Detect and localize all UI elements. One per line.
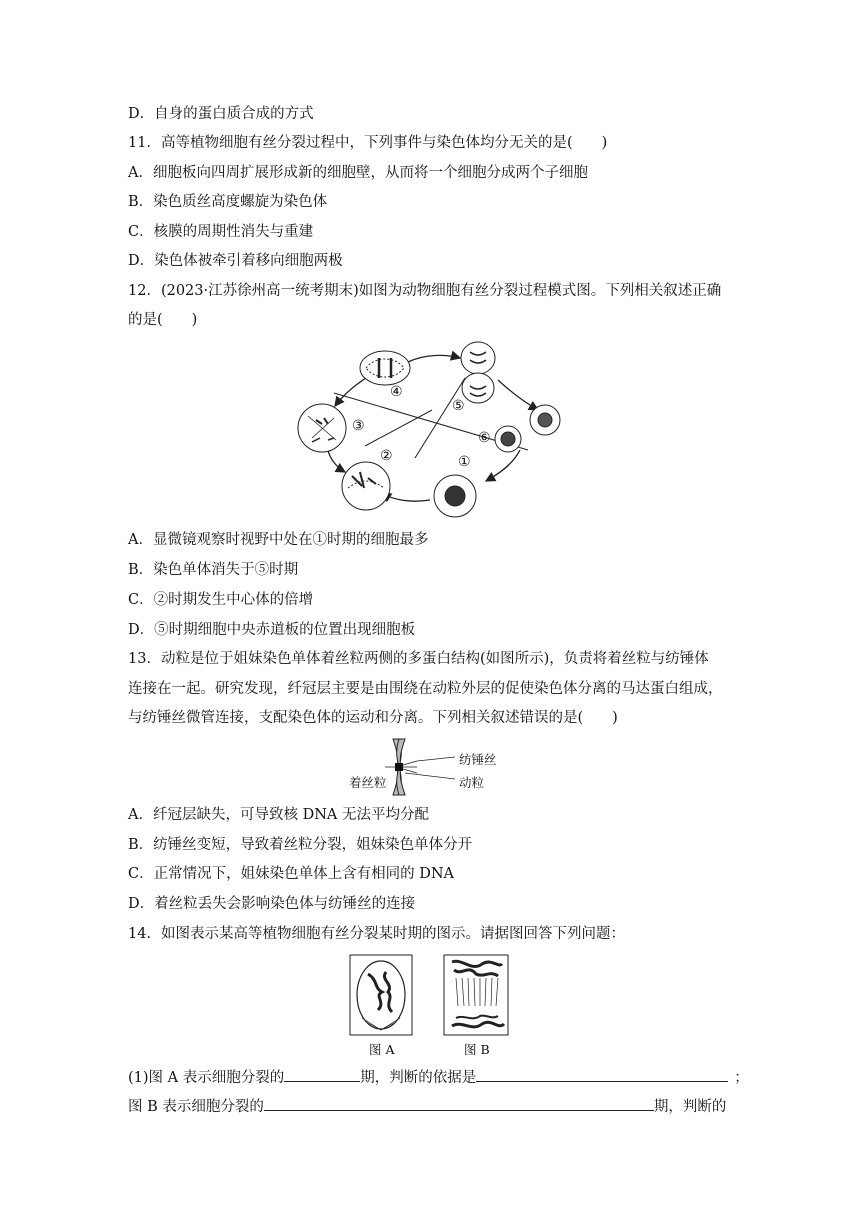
q14-part1-text-b: 期，判断的依据是 [360,1070,477,1086]
mitosis-cycle-figure [290,338,590,520]
q13-option-d: D．着丝粒丢失会影响染色体与纺锤丝的连接 [128,896,416,912]
stage-label-4: ④ [390,384,403,400]
q14-part1-text-a: (1)图 A 表示细胞分裂的 [128,1070,285,1086]
stage-label-3: ③ [352,418,365,434]
q14-part2-text-b: 期，判断的 [653,1099,727,1115]
stage-label-6: ⑥ [478,430,491,446]
blank-basis-a[interactable] [476,1066,728,1082]
q11-stem: 11．高等植物细胞有丝分裂过程中，下列事件与染色体均分无关的是( ) [128,135,608,151]
cell-stage-6 [495,426,521,452]
q13-stem-line2: 连接在一起。研究发现，纤冠层主要是由围绕在动粒外层的促使染色体分离的马达蛋白组成， [128,681,723,697]
q12-option-b: B．染色单体消失于⑤时期 [128,562,299,578]
cell-stage-1 [434,475,476,517]
q14-part2-line [128,1095,726,1117]
q10-option-d: D．自身的蛋白质合成的方式 [128,106,314,122]
q13-stem-line1: 13．动粒是位于姐妹染色单体着丝粒两侧的多蛋白结构(如图所示)，负责将着丝粒与纺锤体 [128,651,709,667]
cell-stage-2 [342,462,390,510]
q12-stem-line1: 12．(2023·江苏徐州高一统考期末)如图为动物细胞有丝分裂过程模式图。下列相关叙述正确 [128,283,722,299]
label-spindle: 纺锤丝 [459,752,497,767]
q13-option-c: C．正常情况下，姐妹染色单体上含有相同的 DNA [128,866,454,882]
q11-option-c: C．核膜的周期性消失与重建 [128,224,314,240]
cell-daughter [530,405,560,435]
plant-cell-b [444,955,508,1035]
stage-label-5: ⑤ [452,398,465,414]
kinetochore-figure [349,737,515,797]
q14-part1-text-c: ； [734,1070,749,1086]
plant-cell-a [350,955,412,1035]
q11-option-b: B．染色质丝高度螺旋为染色体 [128,194,328,210]
q14-part1-line [128,1066,749,1088]
label-kinetochore: 动粒 [459,775,485,790]
q12-option-d: D．⑤时期细胞中央赤道板的位置出现细胞板 [128,622,416,638]
cell-stage-4 [360,351,410,385]
label-figure-a: 图 A [369,1042,395,1057]
plant-cell-figure [348,954,518,1058]
q12-option-c: C．②时期发生中心体的倍增 [128,592,314,608]
q11-option-a: A．细胞板向四周扩展形成新的细胞壁，从而将一个细胞分成两个子细胞 [128,165,588,181]
cell-stage-3 [298,404,346,452]
q12-stem-line2: 的是( ) [128,312,198,328]
q11-option-d: D．染色体被牵引着移向细胞两极 [128,253,343,269]
q14-stem: 14．如图表示某高等植物细胞有丝分裂某时期的图示。请据图回答下列问题： [128,926,625,942]
stage-label-2: ② [380,448,393,464]
label-centromere: 着丝粒 [349,775,387,790]
cell-cycle-cells [298,342,560,517]
label-figure-b: 图 B [464,1042,490,1057]
q13-option-b: B．纺锤丝变短，导致着丝粒分裂，姐妹染色单体分开 [128,837,473,853]
blank-phase-b[interactable] [264,1095,654,1111]
blank-phase-a[interactable] [284,1066,360,1082]
q13-stem-line3: 与纺锤丝微管连接，支配染色体的运动和分离。下列相关叙述错误的是( ) [128,710,618,726]
q12-option-a: A．显微镜观察时视野中处在①时期的细胞最多 [128,532,429,548]
q13-option-a: A．纤冠层缺失，可导致核 DNA 无法平均分配 [128,807,429,823]
stage-label-1: ① [458,454,471,470]
cell-stage-5 [461,342,495,403]
q14-part2-text-a: 图 B 表示细胞分裂的 [128,1099,264,1115]
